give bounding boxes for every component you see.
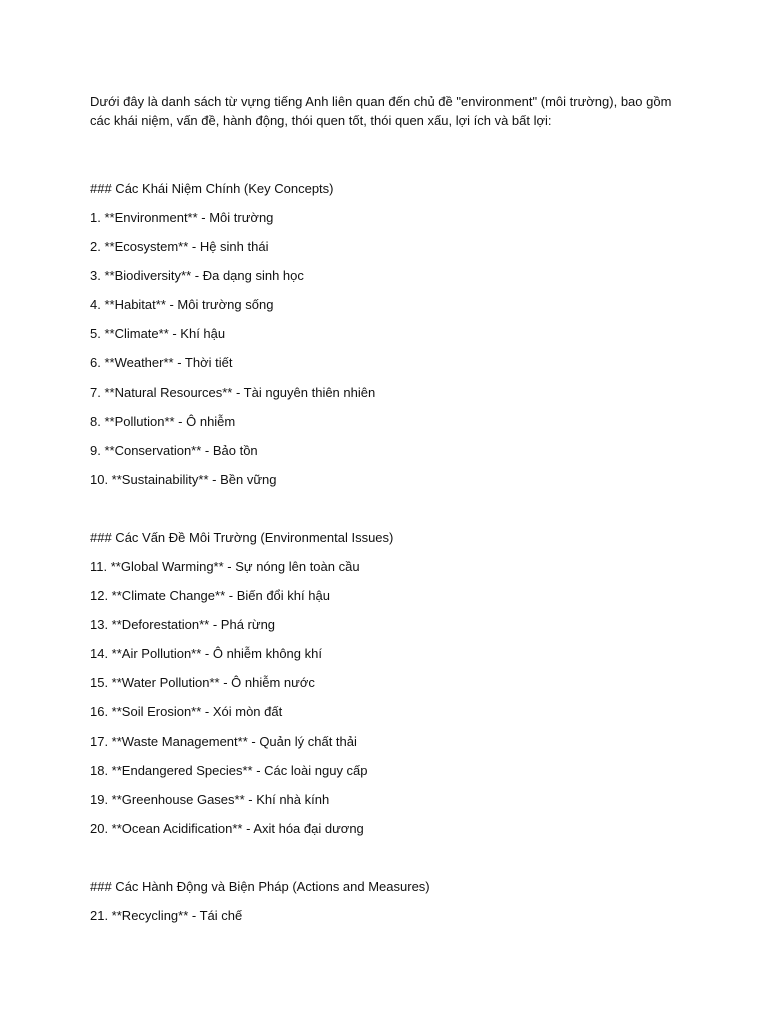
list-item: 12. **Climate Change** - Biến đổi khí hậu [90, 588, 330, 604]
list-item: 17. **Waste Management** - Quản lý chất thải [90, 733, 357, 749]
section-actions-measures [90, 872, 690, 930]
list-item: 21. **Recycling** - Tái chế [90, 907, 243, 923]
list-item: 19. **Greenhouse Gases** - Khí nhà kính [90, 791, 330, 807]
section-heading: ### Các Khái Niệm Chính (Key Concepts) [90, 181, 334, 196]
list-item: 1. **Environment** - Môi trường [90, 210, 274, 225]
list-item: 7. **Natural Resources** - Tài nguyên thiên nhiên [90, 384, 376, 400]
list-item: 3. **Biodiversity** - Đa dạng sinh học [90, 268, 304, 284]
list-item: 20. **Ocean Acidification** - Axit hóa đại dương [90, 820, 364, 836]
list-item: 18. **Endangered Species** - Các loài nguy cấp [90, 762, 368, 778]
list-item: 13. **Deforestation** - Phá rừng [90, 617, 276, 633]
list-item: 5. **Climate** - Khí hậu [90, 326, 226, 342]
list-item: 15. **Water Pollution** - Ô nhiễm nước [90, 675, 315, 691]
document-page [90, 92, 690, 959]
section-heading: ### Các Hành Động và Biện Pháp (Actions and Measures) [90, 878, 430, 894]
section-heading: ### Các Vấn Đề Môi Trường (Environmental Issues) [90, 529, 394, 545]
list-item: 10. **Sustainability** - Bền vững [90, 471, 277, 487]
list-item: 11. **Global Warming** - Sự nóng lên toàn cầu [90, 558, 360, 574]
list-item: 8. **Pollution** - Ô nhiễm [90, 413, 236, 429]
intro-paragraph: Dưới đây là danh sách từ vựng tiếng Anh liên quan đến chủ đề "environment" (môi trường), bao gồm các khái niệm, vấn đề, hành động, thói quen tốt, thói quen xấu, lợi ích và bất lợi: [90, 94, 672, 128]
list-item: 4. **Habitat** - Môi trường sống [90, 297, 274, 313]
section-environmental-issues [90, 523, 690, 843]
list-item: 2. **Ecosystem** - Hệ sinh thái [90, 239, 269, 255]
list-item: 9. **Conservation** - Bảo tồn [90, 442, 258, 458]
list-item: 6. **Weather** - Thời tiết [90, 355, 233, 371]
section-key-concepts [90, 174, 690, 494]
list-item: 16. **Soil Erosion** - Xói mòn đất [90, 704, 283, 720]
list-item: 14. **Air Pollution** - Ô nhiễm không khí [90, 646, 322, 662]
